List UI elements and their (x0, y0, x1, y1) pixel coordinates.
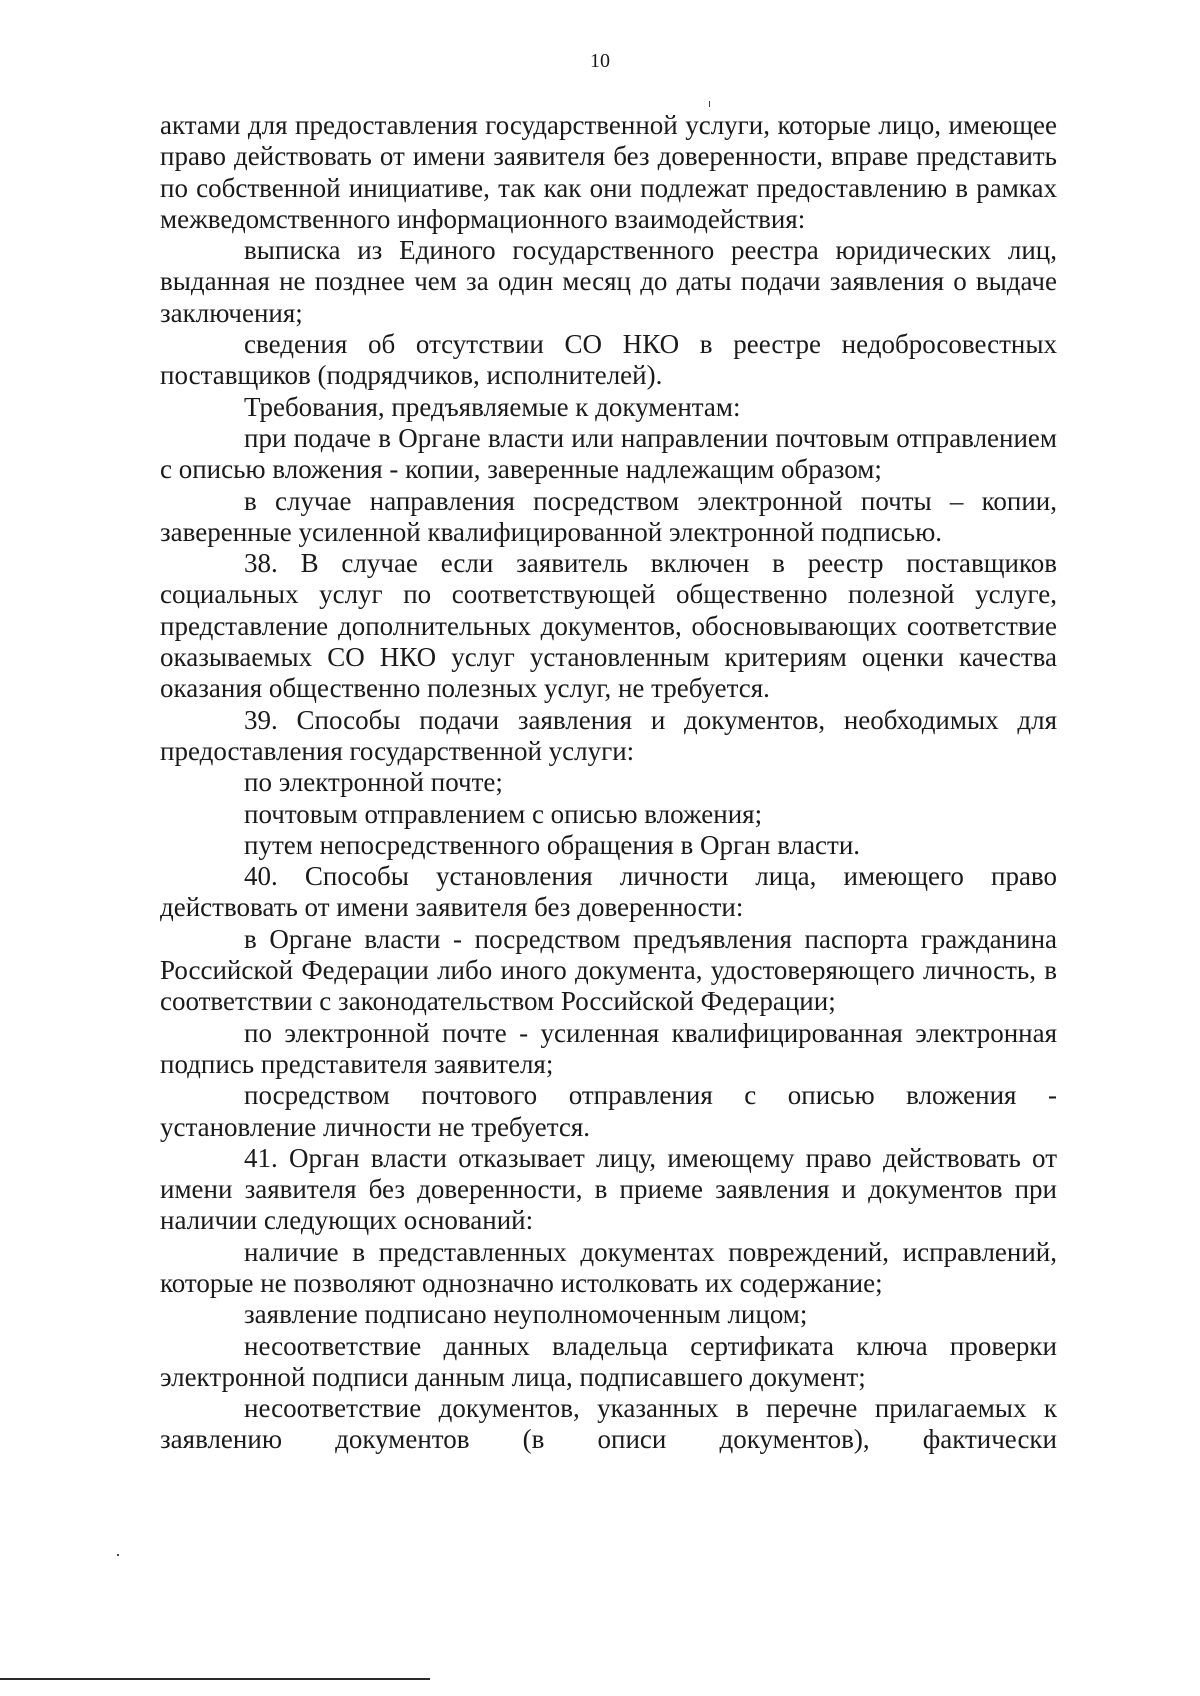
paragraph: 40. Способы установления личности лица, имеющего право действовать от имени заявителя без доверенности: (160, 861, 1057, 923)
paragraph: по электронной почте - усиленная квалифицированная электронная подпись представителя заявителя; (160, 1017, 1057, 1079)
paragraph: заявление подписано неуполномоченным лицом; (244, 1299, 808, 1330)
paragraph: 39. Способы подачи заявления и документов, необходимых для предоставления государственной услуги: (160, 704, 1057, 766)
paragraph: наличие в представленных документах повреждений, исправлений, которые не позволяют однозначно истолковать их содержание; (160, 1236, 1057, 1298)
paragraph: в Органе власти - посредством предъявления паспорта гражданина Российской Федерации либо иного документа, удостоверяющего личность, в соответствии с законодательством Российской Федерации; (160, 923, 1057, 1017)
paragraph: почтовым отправлением с описью вложения; (244, 798, 763, 829)
paragraph: актами для предоставления государственной услуги, которые лицо, имеющее право действовать от имени заявителя без доверенности, вправе представить по собственной инициативе, так как они подлежат предоставлению в рамках межведомственного информационного взаимодействия: (160, 110, 1057, 234)
paragraph: несоответствие документов, указанных в перечне прилагаемых к заявлению документов (в описи документов), фактически (160, 1393, 1057, 1455)
paragraph: Требования, предъявляемые к документам: (244, 391, 741, 422)
paragraph: в случае направления посредством электронной почты – копии, заверенные усиленной квалифицированной электронной подписью. (160, 485, 1057, 547)
document-body (160, 110, 1057, 1456)
scan-speck (709, 101, 710, 107)
page-number: 10 (590, 50, 610, 72)
paragraph: сведения об отсутствии СО НКО в реестре недобросовестных поставщиков (подрядчиков, исполнителей). (160, 329, 1057, 391)
paragraph: 38. В случае если заявитель включен в реестр поставщиков социальных услуг по соответствующей общественно полезной услуге, представление дополнительных документов, обосновывающих соответствие оказываемых СО НКО услуг установленным критериям оценки качества оказания общественно полезных услуг, не требуется. (160, 548, 1057, 704)
paragraph: несоответствие данных владельца сертификата ключа проверки электронной подписи данным лица, подписавшего документ; (160, 1330, 1057, 1392)
paragraph: путем непосредственного обращения в Орган власти. (244, 829, 861, 860)
scan-speck (117, 1554, 119, 1556)
paragraph: по электронной почте; (244, 767, 503, 798)
paragraph: выписка из Единого государственного реестра юридических лиц, выданная не позднее чем за один месяц до даты подачи заявления о выдаче заключения; (160, 235, 1057, 328)
paragraph: при подаче в Органе власти или направлении почтовым отправлением с описью вложения - копии, заверенные надлежащим образом; (160, 422, 1057, 485)
paragraph: 41. Орган власти отказывает лицу, имеющему право действовать от имени заявителя без доверенности, в приеме заявления и документов при наличии следующих оснований: (160, 1142, 1057, 1236)
paragraph: посредством почтового отправления с описью вложения - установление личности не требуется. (160, 1080, 1057, 1142)
bottom-rule (0, 1678, 430, 1680)
